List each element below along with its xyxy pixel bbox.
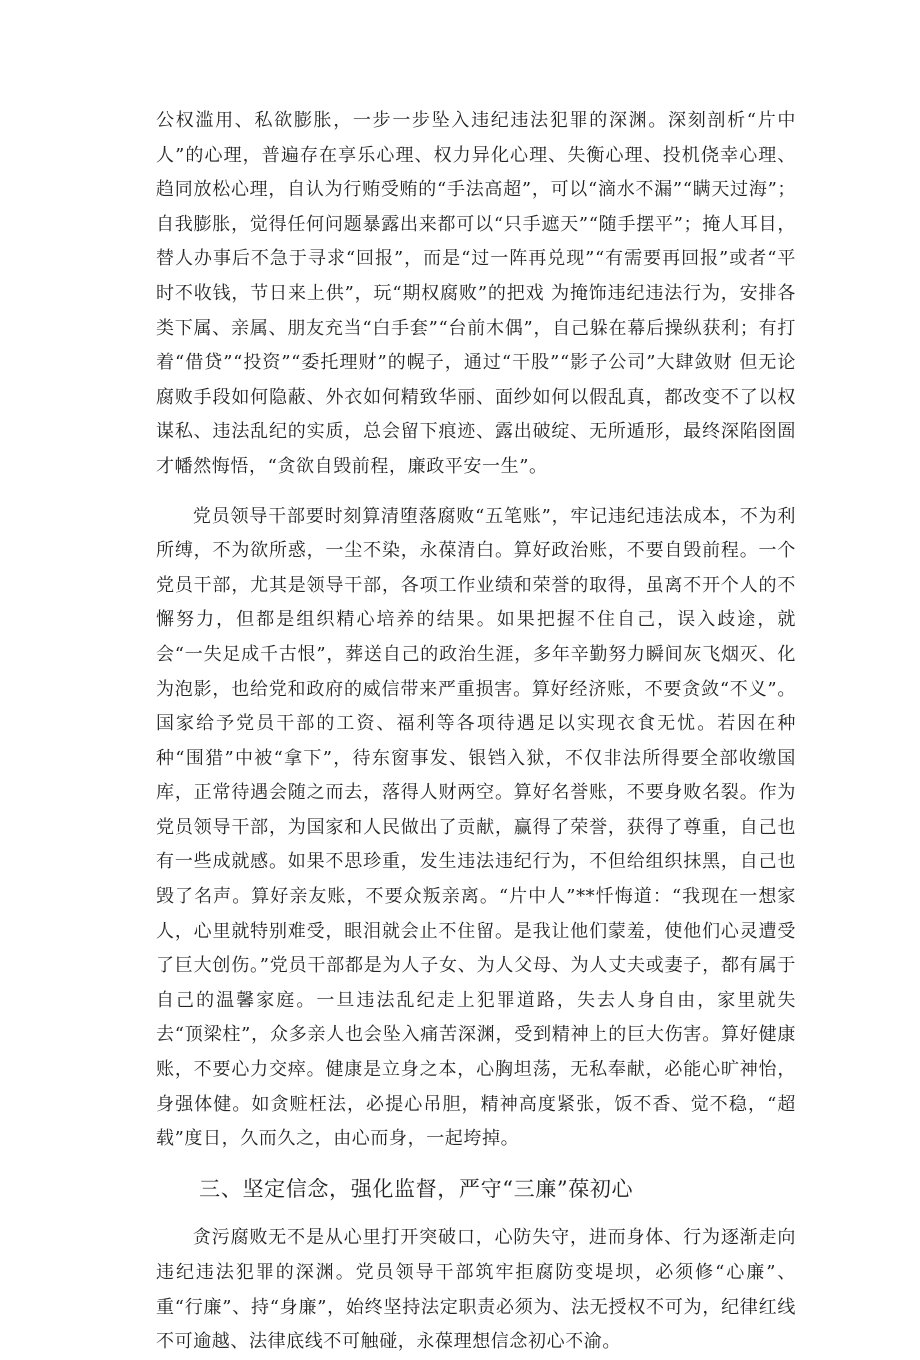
body-paragraph-4: 贪污腐败无不是从心里打开突破口，心防失守，进而身体、行为逐渐走向违纪违法犯罪的深渊。党员领导干部筑牢拒腐防变堤坝，必须修“心廉”、重“行廉”、持“身廉”，始终坚持法定职责必须为、法无授权不可为，纪律红线不可逾越、法律底线不可触碰，永葆理想信念初心不渝。 [156, 1227, 796, 1353]
body-paragraph-2: 党员领导干部要时刻算清堕落腐败“五笔账”，牢记违纪违法成本，不为利所缚，不为欲所惑，一尘不染，永葆清白。算好政治账，不要自毁前程。一个党员干部，尤其是领导干部，各项工作业绩和荣誉的取得，虽离不开个人的不懈努力，但都是组织精心培养的结果。如果把握不住自己，误入歧途，就会“一失足成千古恨”，葬送自己的政治生涯，多年辛勤努力瞬间灰飞烟灭、化为泡影，也给党和政府的威信带来严重损害。算好经济账，不要贪敛“不义”。国家给予党员干部的工资、福利等各项待遇足以实现衣食无忧。若因在种种“围猎”中被“拿下”，待东窗事发、银铛入狱，不仅非法所得要全部收缴国库，正常待遇会随之而去，落得人财两空。算好名誉账，不要身败名裂。作为党员领导干部，为国家和人民做出了贡献，赢得了荣誉，获得了尊重，自己也有一些成就感。如果不思珍重，发生违法违纪行为，不但给组织抹黑，自己也毁了名声。算好亲友账，不要众叛亲离。“片中人”**忏悔道：“我现在一想家人，心里就特别难受，眼泪就会止不住留。是我让他们蒙羞，使他们心灵遭受了巨大创伤。”党员干部都是为人子女、为人父母、为人丈夫或妻子，都有属于自己的温馨家庭。一旦违法乱纪走上犯罪道路，失去人身自由，家里就失去“顶梁柱”，众多亲人也会坠入痛苦深渊，受到精神上的巨大伤害。算好健康账，不要心力交瘁。健康是立身之本，心胸坦荡，无私奉献，必能心旷神怡，身强体健。如贪赃枉法，必提心吊胆，精神高度紧张，饭不香、觉不稳，“超载”度日，久而久之，由心而身，一起垮掉。 [156, 505, 796, 1150]
body-paragraph-1: 公权滥用、私欲膨胀，一步一步坠入违纪违法犯罪的深渊。深刻剖析“片中人”的心理，普遍存在享乐心理、权力异化心理、失衡心理、投机侥幸心理、趋同放松心理，自认为行贿受贿的“手法高超”，可以“滴水不漏”“瞒天过海”；自我膨胀，觉得任何问题暴露出来都可以“只手遮天”“随手摆平”；掩人耳目，替人办事后不急于寻求“回报”，而是“过一阵再兑现”“有需要再回报”或者“平时不收钱，节日来上供”，玩“期权腐败”的把戏 为掩饰违纪违法行为，安排各类下属、亲属、朋友充当“白手套”“台前木偶”，自己躲在幕后操纵获利；有打着“借贷”“投资”“委托理财”的幌子，通过“干股”“影子公司”大肆敛财 但无论腐败手段如何隐蔽、外衣如何精致华丽、面纱如何以假乱真，都改变不了以权谋私、违法乱纪的实质，总会留下痕迹、露出破绽、无所遁形，最终深陷囹圄才幡然悔悟，“贪欲自毁前程，廉政平安一生”。 [156, 110, 796, 477]
document-body [156, 104, 796, 1360]
section-heading-3: 三、坚定信念，强化监督，严守“三廉”葆初心 [199, 1175, 634, 1201]
